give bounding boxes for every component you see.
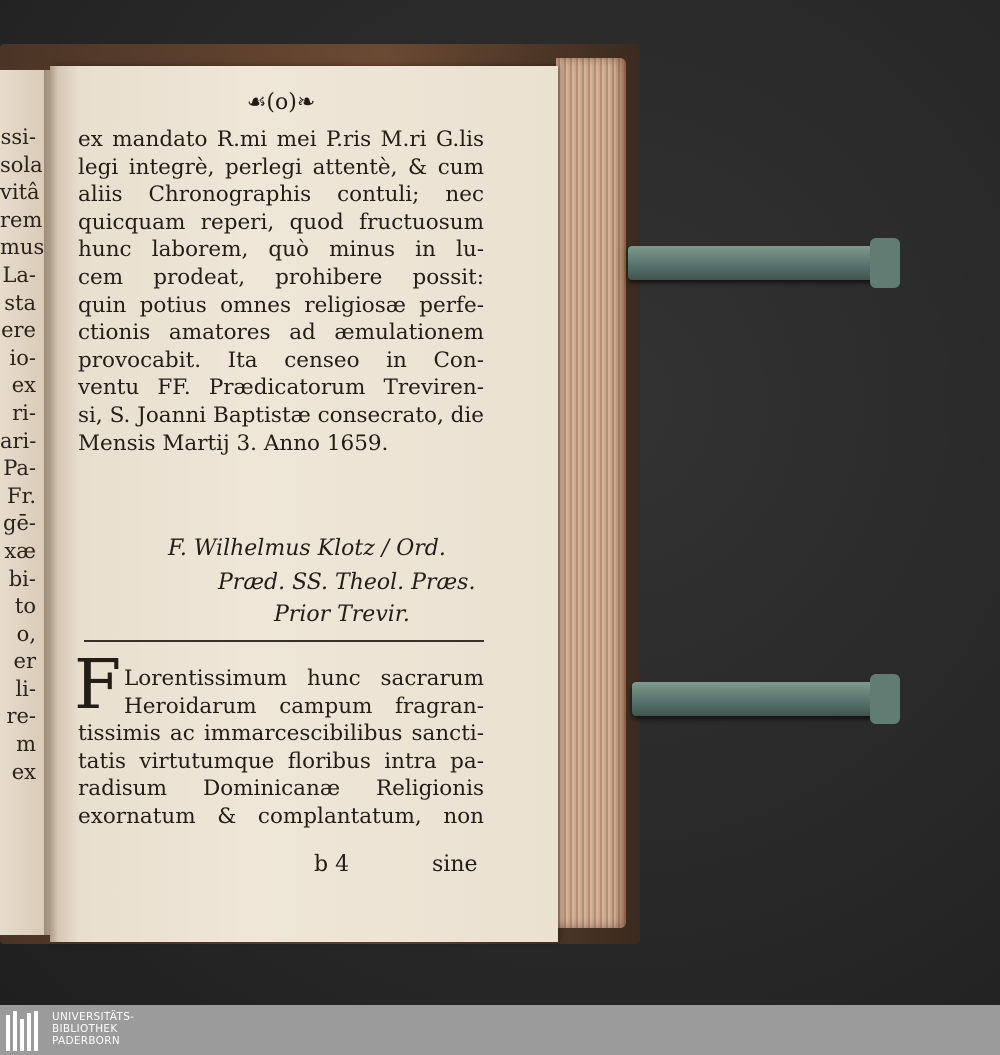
footer-bar [0, 1005, 1000, 1055]
text-line: quin potius omnes religiosæ perfe- [78, 292, 484, 318]
left-fragment: li- [15, 676, 36, 701]
left-fragment: io- [9, 345, 36, 370]
drop-cap: F [74, 646, 122, 725]
left-fragment: o, [16, 621, 36, 646]
left-fragment: Fr. [7, 483, 36, 508]
left-fragment: ri- [12, 400, 36, 425]
text-line: tatis virtutumque floribus intra pa- [78, 748, 484, 774]
approbation-text [78, 126, 484, 457]
left-fragment: re- [6, 704, 36, 729]
left-fragment: La- [2, 262, 36, 287]
signature-line-3: Prior Trevir. [274, 602, 410, 627]
signature-mark: b 4 [314, 852, 350, 877]
text-line: Mensis Martij 3. Anno 1659. [78, 430, 389, 456]
horizontal-rule [84, 640, 484, 642]
left-fragment: ssi- [0, 125, 36, 149]
left-fragment: bi- [8, 566, 36, 591]
library-name-line: UNIVERSITÄTS- [52, 1011, 135, 1023]
text-line: cem prodeat, prohibere possit: [78, 264, 484, 290]
book-clasp-top [628, 246, 894, 280]
left-fragment: Pa- [3, 456, 36, 481]
left-fragment: ere [1, 318, 36, 343]
text-line: radisum Dominicanæ Religionis [78, 776, 484, 802]
left-fragment: sta [4, 290, 36, 315]
signature-line-2: Præd. SS. Theol. Præs. [218, 570, 476, 595]
signature-line-1: F. Wilhelmus Klotz / Ord. [168, 536, 446, 561]
text-line: provocabit. Ita censeo in Con- [78, 347, 484, 373]
text-line: tissimis ac immarcescibilibus sancti- [78, 721, 484, 747]
left-fragment: m [16, 732, 36, 757]
page-fore-edge [556, 58, 626, 928]
left-page-text-fragments [0, 124, 50, 786]
left-fragment: sola [0, 152, 43, 177]
text-line: ventu FF. Prædicatorum Treviren- [78, 375, 484, 401]
clasp-end [870, 238, 900, 288]
left-fragment: to [14, 594, 36, 619]
text-line: legi integrè, perlegi attentè, & cum [78, 154, 484, 180]
library-logo-icon [6, 1011, 46, 1051]
header-ornament: ☙(o)❧ [246, 90, 316, 115]
catchword: sine [432, 852, 478, 877]
left-fragment: ex [11, 759, 36, 784]
text-line: Lorentissimum hunc sacrarum [124, 666, 484, 691]
left-fragment: rem [0, 207, 43, 232]
text-line: hunc laborem, quò minus in lu- [78, 237, 484, 263]
left-fragment: ex [11, 373, 36, 398]
text-line: ctionis amatores ad æmulationem [78, 320, 484, 346]
text-line: quicquam reperi, quod fructuosum [78, 209, 484, 235]
library-name-line: PADERBORN [52, 1035, 120, 1047]
book-clasp-bottom [632, 682, 894, 716]
left-fragment: ari- [0, 428, 37, 453]
dedication-text [78, 665, 484, 831]
text-line: ex mandato R.mi mei P.ris M.ri G.lis [78, 127, 484, 152]
text-line: si, S. Joanni Baptistæ consecrato, die [78, 402, 484, 428]
left-fragment: xæ [4, 538, 36, 563]
left-fragment: vitâ [0, 180, 40, 205]
left-fragment: gē- [3, 511, 36, 536]
library-name [52, 1011, 134, 1047]
clasp-end [870, 674, 900, 724]
text-line: aliis Chronographis contuli; nec [78, 182, 484, 208]
library-name-line: BIBLIOTHEK [52, 1023, 118, 1035]
text-line: Heroidarum campum fragran- [124, 693, 484, 719]
left-fragment: er [13, 649, 36, 674]
text-line: exornatum & complantatum, non [78, 803, 484, 829]
left-fragment: mus [0, 235, 45, 260]
